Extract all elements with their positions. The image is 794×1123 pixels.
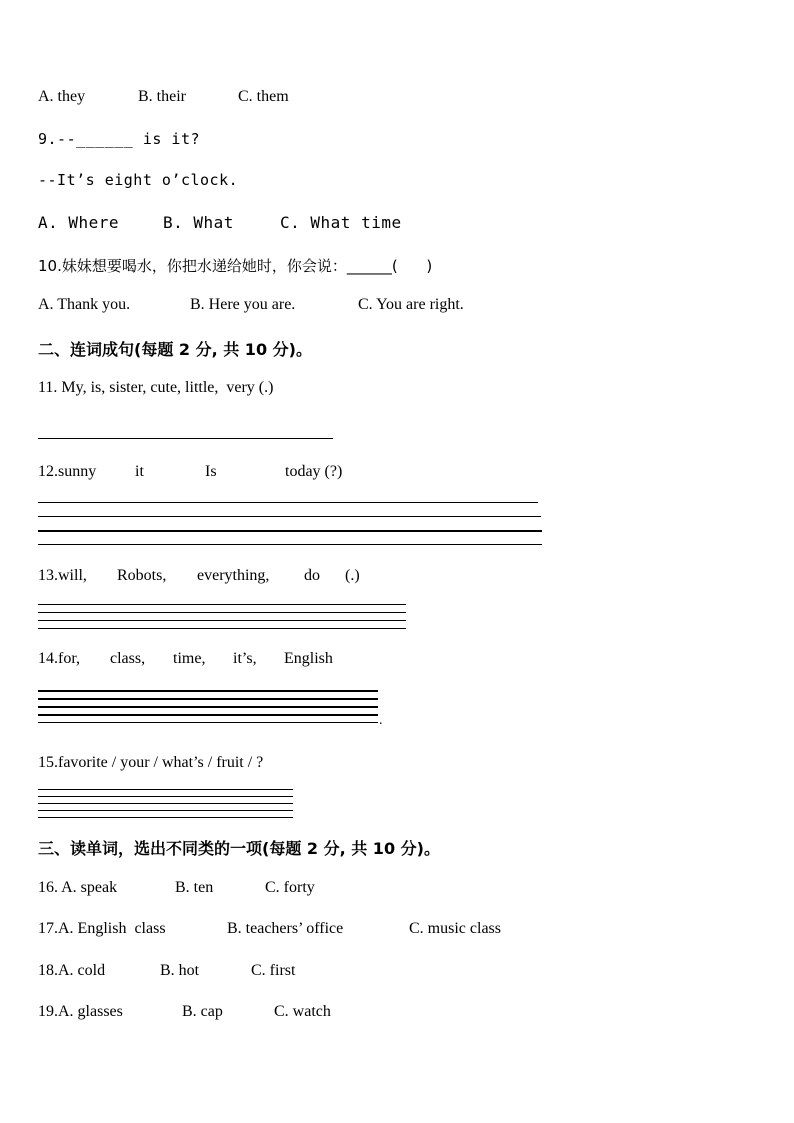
q11-answer-line[interactable] — [38, 438, 333, 439]
q12-answer-line[interactable] — [38, 516, 541, 517]
section-2-heading: 二、连词成句(每题 2 分, 共 10 分)。 — [38, 340, 312, 359]
q12-answer-line[interactable] — [38, 544, 542, 545]
q9-option-b: B. What — [163, 213, 234, 232]
q15-answer-line[interactable] — [38, 789, 293, 790]
q14-period: . — [379, 713, 383, 728]
q18-option-b: B. hot — [160, 962, 200, 979]
q17-option-c: C. music class — [409, 920, 501, 937]
q17-option-a: 17.A. English class — [38, 920, 166, 937]
q18-option-c: C. first — [251, 962, 296, 979]
q13-answer-line[interactable] — [38, 612, 406, 613]
q17-option-b: B. teachers’ office — [227, 920, 344, 937]
q14-word-2: class, — [110, 650, 146, 667]
q12-word-4: today (?) — [285, 463, 343, 480]
q10-option-c: C. You are right. — [358, 296, 464, 313]
section-3-heading: 三、读单词，选出不同类的一项(每题 2 分, 共 10 分)。 — [38, 839, 440, 858]
q19-option-a: 19.A. glasses — [38, 1003, 123, 1020]
q14-answer-line[interactable] — [38, 714, 378, 716]
q12-word-3: Is — [205, 463, 217, 480]
q14-word-1: 14.for, — [38, 650, 81, 667]
q13-answer-line[interactable] — [38, 604, 406, 605]
q10-option-a: A. Thank you. — [38, 296, 131, 313]
q13-answer-line[interactable] — [38, 620, 406, 621]
q13-word-1: 13.will, — [38, 567, 87, 584]
q14-answer-line[interactable] — [38, 698, 378, 700]
q12-answer-line[interactable] — [38, 530, 542, 532]
q12-answer-line[interactable] — [38, 502, 538, 503]
q9-option-a: A. Where — [38, 213, 120, 232]
q14-answer-line[interactable] — [38, 706, 378, 708]
q8-option-b: B. their — [138, 88, 186, 105]
q14-word-4: it’s, — [233, 650, 257, 667]
q16-option-a: 16. A. speak — [38, 879, 118, 896]
q15-answer-line[interactable] — [38, 803, 293, 804]
q9-question: 9.--______ is it? — [38, 130, 201, 148]
q13-word-5: (.) — [345, 567, 360, 584]
q13-word-3: everything, — [197, 567, 270, 584]
q15-answer-line[interactable] — [38, 810, 293, 811]
q19-option-c: C. watch — [274, 1003, 331, 1020]
q16-option-c: C. forty — [265, 879, 315, 896]
q9-answer-line: --It’s eight o’clock. — [38, 171, 239, 189]
q9-option-c: C. What time — [280, 213, 402, 232]
q14-word-3: time, — [173, 650, 206, 667]
q19-option-b: B. cap — [182, 1003, 223, 1020]
q10-option-b: B. Here you are. — [190, 296, 296, 313]
q8-option-a: A. they — [38, 88, 86, 105]
q14-answer-line[interactable] — [38, 722, 378, 723]
q14-answer-line[interactable] — [38, 690, 378, 692]
q13-word-4: do — [304, 567, 320, 584]
q14-word-5: English — [284, 650, 333, 667]
q8-option-c: C. them — [238, 88, 289, 105]
q15-answer-line[interactable] — [38, 796, 293, 797]
q10-question: 10.妹妹想要喝水，你把水递给她时，你会说：______( ) — [38, 257, 433, 275]
q12-word-1: 12.sunny — [38, 463, 97, 480]
q13-answer-line[interactable] — [38, 628, 406, 629]
q12-word-2: it — [135, 463, 144, 480]
q15-words: 15.favorite / your / what’s / fruit / ? — [38, 754, 264, 771]
q15-answer-line[interactable] — [38, 817, 293, 818]
q11-words: 11. My, is, sister, cute, little, very (.) — [38, 379, 274, 396]
q18-option-a: 18.A. cold — [38, 962, 106, 979]
q16-option-b: B. ten — [175, 879, 214, 896]
q13-word-2: Robots, — [117, 567, 167, 584]
